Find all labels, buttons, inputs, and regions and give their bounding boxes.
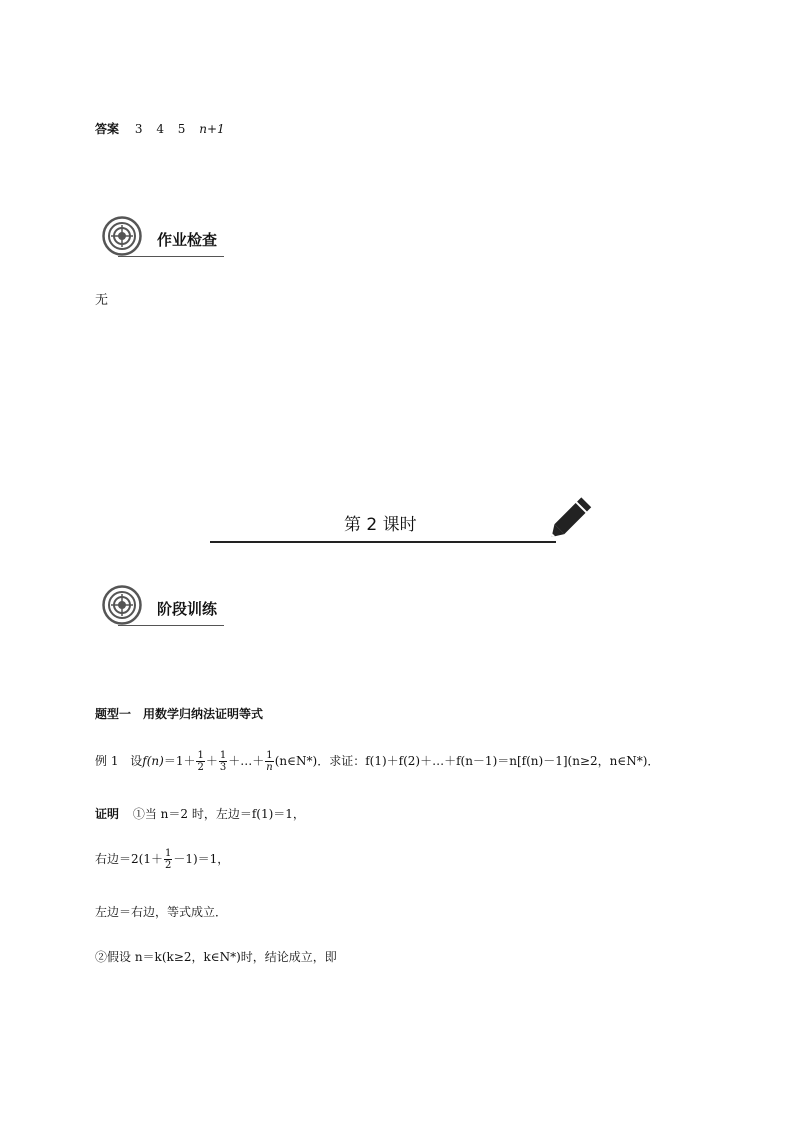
fraction-3-num: 1 xyxy=(266,750,273,761)
example-claim: f(1)＋f(2)＋…＋f(n－1)＝n[f(n)－1](n≥2，n∈N*)． xyxy=(365,754,660,768)
answer-value-3: 5 xyxy=(177,122,186,136)
answer-line xyxy=(95,121,225,137)
fraction-2-den: 3 xyxy=(219,762,227,773)
example-1 xyxy=(95,750,659,773)
example-plus: ＋ xyxy=(205,754,218,768)
lesson-title: 第 2 课时 xyxy=(344,515,417,535)
proof-label: 证明 xyxy=(95,807,120,821)
target-icon xyxy=(102,585,142,625)
fraction-1-den: 2 xyxy=(197,762,204,773)
example-dots: ＋…＋ xyxy=(228,754,265,768)
fraction-1-num: 1 xyxy=(197,750,204,761)
proof-step-1 xyxy=(95,806,305,822)
section-divider xyxy=(118,256,224,257)
example-fn: f(n) xyxy=(142,754,164,768)
example-eq: ＝1＋ xyxy=(163,754,196,768)
homework-body: 无 xyxy=(95,293,109,308)
proof-step-1-text: ①当 n＝2 时，左边＝f(1)＝1， xyxy=(132,807,305,821)
answer-value-1: 3 xyxy=(134,122,143,136)
example-label: 例 1 xyxy=(95,754,119,768)
answer-value-4: n+1 xyxy=(199,122,225,136)
right-side-prefix: 右边＝2(1＋ xyxy=(95,852,163,866)
answer-label: 答案 xyxy=(95,122,120,136)
banner-rule xyxy=(210,541,556,543)
proof-step-2: ②假设 n＝k(k≥2，k∈N*)时，结论成立，即 xyxy=(95,950,337,964)
fraction-1 xyxy=(196,750,204,773)
right-side-fraction-den: 2 xyxy=(164,860,172,871)
fraction-2 xyxy=(219,750,227,773)
section-divider xyxy=(118,625,224,626)
right-side-fraction xyxy=(164,848,172,871)
answer-value-2: 4 xyxy=(156,122,164,136)
fraction-3 xyxy=(265,750,273,773)
stage-title: 阶段训练 xyxy=(157,600,218,618)
right-side-suffix: －1)＝1， xyxy=(173,852,230,866)
topic-heading: 题型一 用数学归纳法证明等式 xyxy=(95,707,264,721)
proof-right-side xyxy=(95,848,229,871)
example-condition: (n∈N*)．求证： xyxy=(274,754,366,768)
fraction-3-den: n xyxy=(266,762,273,773)
fraction-2-num: 1 xyxy=(219,750,227,761)
example-intro: 设 xyxy=(130,754,143,768)
proof-equal-line: 左边＝右边，等式成立． xyxy=(95,905,228,919)
target-icon xyxy=(102,216,142,256)
right-side-fraction-num: 1 xyxy=(164,848,172,859)
pencil-icon xyxy=(542,492,598,548)
homework-title: 作业检查 xyxy=(157,231,218,249)
